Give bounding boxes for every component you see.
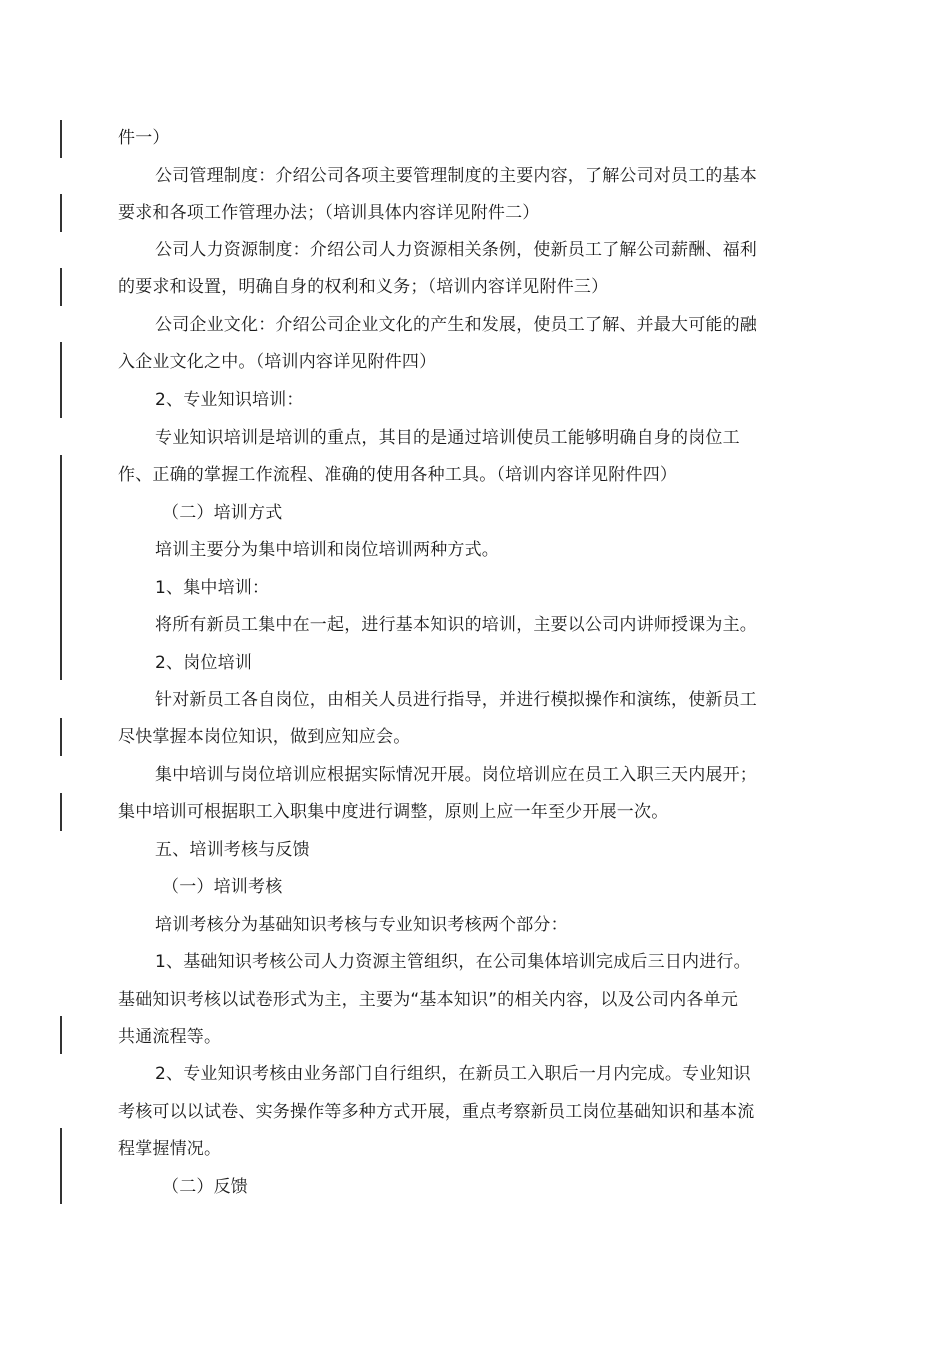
margin-bar bbox=[60, 268, 62, 306]
text-line: 程掌握情况。 bbox=[118, 1139, 222, 1159]
text-line: 作、正确的掌握工作流程、准确的使用各种工具。（培训内容详见附件四） bbox=[118, 465, 678, 485]
text-line: 针对新员工各自岗位，由相关人员进行指导，并进行模拟操作和演练，使新员工 bbox=[155, 690, 757, 710]
text-line: 的要求和设置，明确自身的权利和义务；（培训内容详见附件三） bbox=[118, 277, 609, 297]
text-line: 集中培训与岗位培训应根据实际情况开展。岗位培训应在员工入职三天内展开； bbox=[155, 765, 757, 785]
section-heading: （二）反馈 bbox=[162, 1177, 248, 1197]
section-heading: 五、培训考核与反馈 bbox=[155, 840, 310, 860]
section-heading: 2、岗位培训 bbox=[155, 653, 253, 673]
section-heading: （二）培训方式 bbox=[162, 503, 283, 523]
text-line: 将所有新员工集中在一起，进行基本知识的培训，主要以公司内讲师授课为主。 bbox=[155, 615, 757, 635]
text-line: 基础知识考核以试卷形式为主，主要为“基本知识”的相关内容，以及公司内各单元 bbox=[118, 990, 739, 1010]
text-line: 公司管理制度：介绍公司各项主要管理制度的主要内容，了解公司对员工的基本 bbox=[155, 166, 757, 186]
margin-bar bbox=[60, 718, 62, 756]
text-line: 入企业文化之中。（培训内容详见附件四） bbox=[118, 352, 437, 372]
text-line: 公司人力资源制度：介绍公司人力资源相关条例，使新员工了解公司薪酬、福利 bbox=[155, 240, 757, 260]
text-line: 考核可以以试卷、实务操作等多种方式开展，重点考察新员工岗位基础知识和基本流 bbox=[118, 1102, 755, 1122]
margin-bar bbox=[60, 120, 62, 158]
text-line: 尽快掌握本岗位知识，做到应知应会。 bbox=[118, 727, 411, 747]
text-line: 共通流程等。 bbox=[118, 1027, 222, 1047]
text-line: 1、基础知识考核公司人力资源主管组织，在公司集体培训完成后三日内进行。 bbox=[155, 952, 751, 972]
text-line: 要求和各项工作管理办法；（培训具体内容详见附件二） bbox=[118, 203, 540, 223]
margin-bar bbox=[60, 455, 62, 680]
text-line: 专业知识培训是培训的重点，其目的是通过培训使员工能够明确自身的岗位工 bbox=[155, 428, 740, 448]
margin-bar bbox=[60, 342, 62, 418]
margin-bar bbox=[60, 793, 62, 831]
margin-bar bbox=[60, 194, 62, 232]
text-line: 件一） bbox=[118, 128, 170, 148]
text-line: 培训考核分为基础知识考核与专业知识考核两个部分： bbox=[155, 915, 568, 935]
text-line: 培训主要分为集中培训和岗位培训两种方式。 bbox=[155, 540, 499, 560]
section-heading: （一）培训考核 bbox=[162, 877, 283, 897]
margin-bar bbox=[60, 1128, 62, 1204]
section-heading: 2、专业知识培训： bbox=[155, 390, 304, 410]
text-line: 集中培训可根据职工入职集中度进行调整，原则上应一年至少开展一次。 bbox=[118, 802, 669, 822]
margin-bar bbox=[60, 1016, 62, 1054]
text-line: 2、专业知识考核由业务部门自行组织，在新员工入职后一月内完成。专业知识 bbox=[155, 1064, 751, 1084]
text-line: 公司企业文化：介绍公司企业文化的产生和发展，使员工了解、并最大可能的融 bbox=[155, 315, 757, 335]
section-heading: 1、集中培训： bbox=[155, 578, 270, 598]
